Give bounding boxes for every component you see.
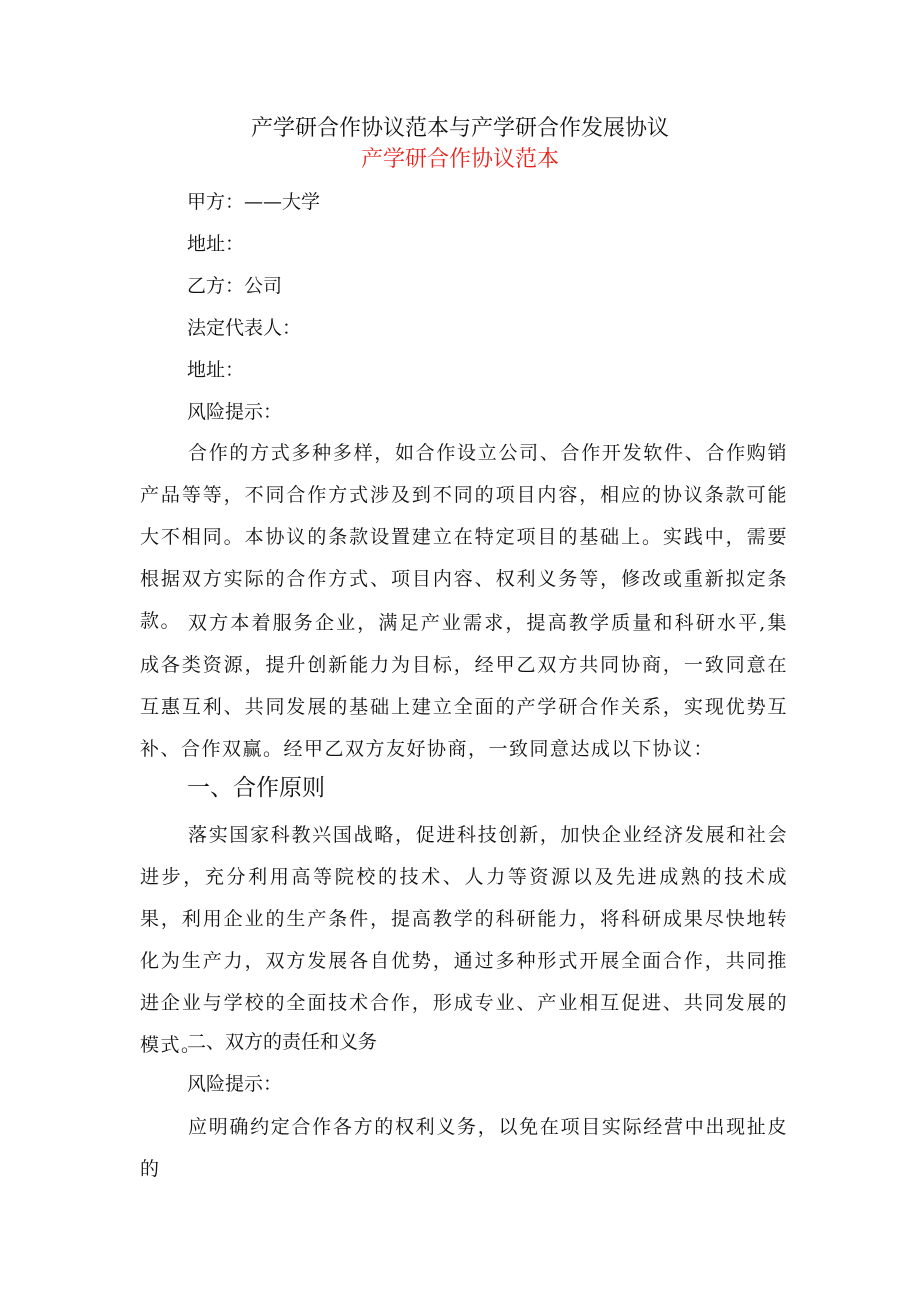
legal-representative: 法定代表人： (187, 317, 302, 339)
party-b-address: 地址： (187, 359, 245, 381)
risk-label: 风险提示： (187, 401, 283, 423)
party-a-address: 地址： (187, 233, 245, 255)
section-1-paragraph: 落实国家科教兴国战略，促进科技创新，加快企业经济发展和社会进步，充分利用高等院校的技术、人力等资源以及先进成熟的技术成果，利用企业的生产条件，提高教学的科研能力，将科研成果尽快地转化为生产力，双方发展各自优势，通过多种形式开展全面合作，共同推进企业与学校的全面技术合作，形成专业、产业相互促进、共同发展的模式。 (140, 824, 788, 1056)
risk-label-2: 风险提示： (187, 1073, 283, 1095)
intro-paragraph: 双方本着服务企业，满足产业需求，提高教学质量和科研水平,集成各类资源，提升创新能力为目标，经甲乙双方共同协商，一致同意在互惠互利、共同发展的基础上建立全面的产学研合作关系，实现优势互补、合作双赢。经甲乙双方友好协商，一致同意达成以下协议： (140, 612, 788, 760)
party-a: 甲方：——大学 (187, 191, 321, 213)
document-title: 产学研合作协议范本与产学研合作发展协议 (250, 116, 669, 141)
section-2-heading: 二、双方的责任和义务 (187, 1031, 378, 1053)
party-b: 乙方：公司 (187, 275, 283, 297)
document-subtitle: 产学研合作协议范本 (360, 147, 559, 172)
section-1-heading: 一、合作原则 (187, 775, 325, 801)
risk-paragraph: 合作的方式多种多样，如合作设立公司、合作开发软件、合作购销产品等等，不同合作方式涉及到不同的项目内容，相应的协议条款可能大不相同。本协议的条款设置建立在特定项目的基础上。实践中，需要根据双方实际的合作方式、项目内容、权利义务等，修改或重新拟定条款。 (140, 442, 788, 632)
risk-paragraph-2: 应明确约定合作各方的权利义务，以免在项目实际经营中出现扯皮的 (140, 1116, 788, 1180)
